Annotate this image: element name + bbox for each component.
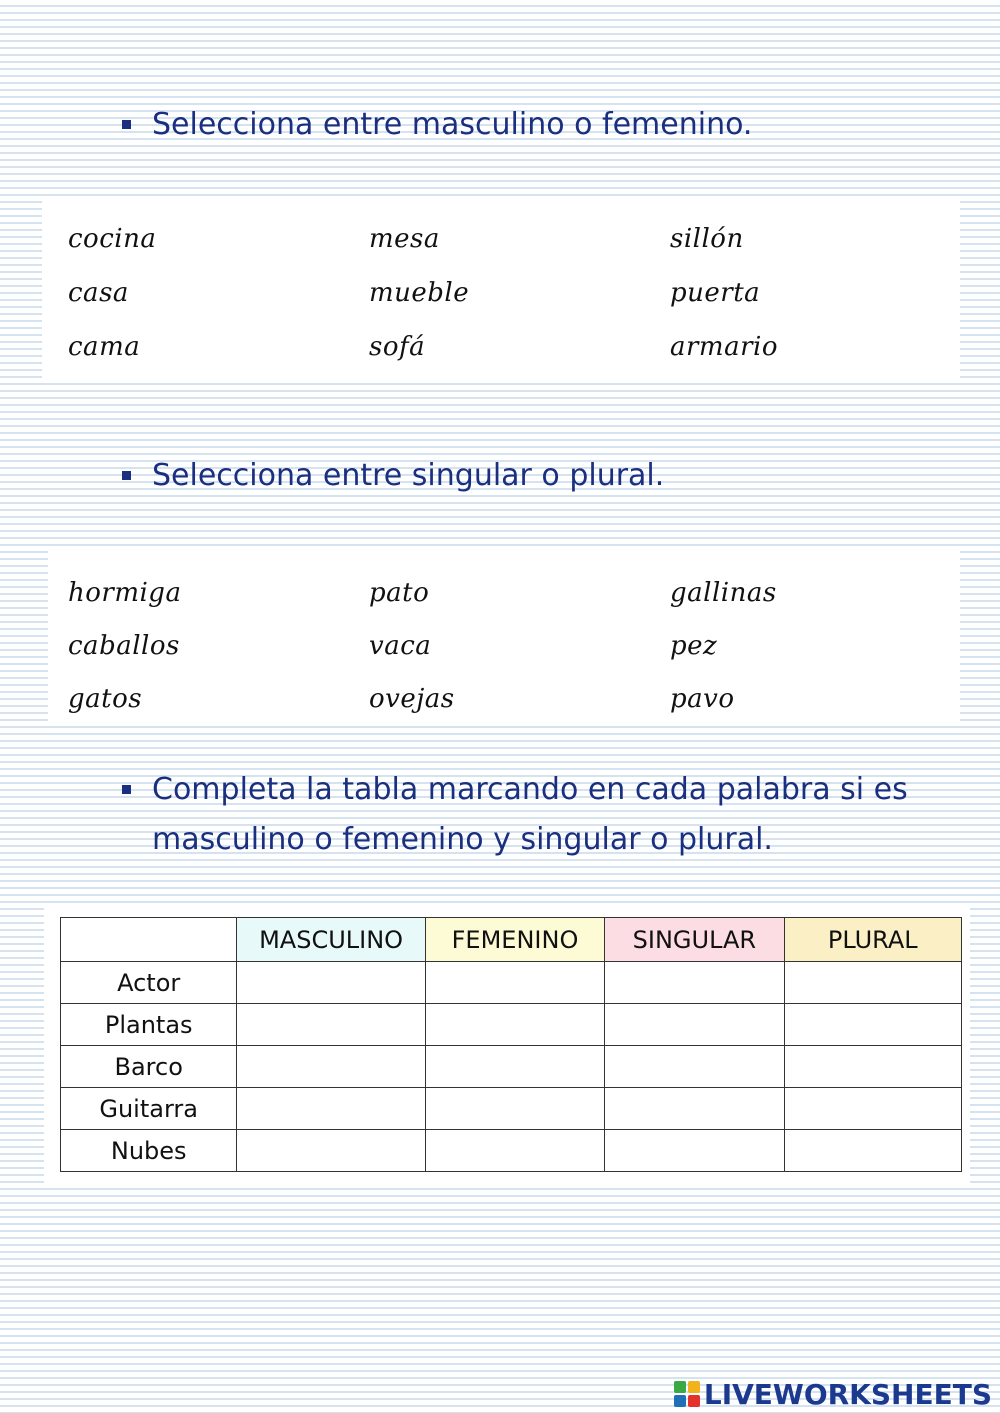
word-item[interactable]: cocina (68, 224, 157, 254)
answer-cell[interactable] (605, 1046, 784, 1088)
instruction-3 (122, 765, 908, 865)
answer-cell[interactable] (425, 962, 604, 1004)
table-header-row (61, 918, 962, 962)
logo-squares-icon (674, 1381, 700, 1407)
logo-text: LIVEWORKSHEETS (703, 1377, 992, 1411)
answer-cell[interactable] (425, 1130, 604, 1172)
answer-cell[interactable] (784, 1088, 961, 1130)
answer-cell[interactable] (784, 1130, 961, 1172)
bullet-icon (122, 120, 131, 129)
row-label: Guitarra (61, 1088, 237, 1130)
bullet-icon (122, 785, 131, 794)
table-corner-cell (61, 918, 237, 962)
header-singular: SINGULAR (605, 918, 784, 962)
answer-cell[interactable] (605, 1088, 784, 1130)
logo-square (688, 1395, 700, 1407)
word-item[interactable]: hormiga (68, 578, 182, 608)
logo-square (674, 1395, 686, 1407)
liveworksheets-logo (674, 1377, 992, 1411)
instruction-3-line2: masculino o femenino y singular o plural. (152, 822, 773, 857)
word-item[interactable]: pavo (670, 684, 735, 714)
word-item[interactable]: mesa (369, 224, 440, 254)
word-item[interactable]: cama (68, 332, 141, 362)
word-item[interactable]: gallinas (670, 578, 777, 608)
bullet-icon (122, 471, 131, 480)
table-row (61, 1088, 962, 1130)
instruction-2-text: Selecciona entre singular o plural. (152, 458, 665, 493)
row-label: Barco (61, 1046, 237, 1088)
answer-cell[interactable] (237, 1004, 425, 1046)
instruction-1 (122, 100, 752, 150)
word-item[interactable]: ovejas (369, 684, 455, 714)
table-row (61, 1004, 962, 1046)
answer-cell[interactable] (425, 1088, 604, 1130)
logo-square (688, 1381, 700, 1393)
answer-cell[interactable] (784, 962, 961, 1004)
word-item[interactable]: sofá (369, 332, 426, 362)
answer-cell[interactable] (784, 1046, 961, 1088)
instruction-2 (122, 451, 664, 501)
word-item[interactable]: sillón (670, 224, 744, 254)
instruction-3-line1: Completa la tabla marcando en cada palabra si es (152, 772, 908, 807)
word-box-2 (48, 548, 960, 722)
answer-cell[interactable] (425, 1046, 604, 1088)
answer-cell[interactable] (605, 1130, 784, 1172)
header-masculino: MASCULINO (237, 918, 425, 962)
table-row (61, 1130, 962, 1172)
row-label: Nubes (61, 1130, 237, 1172)
word-item[interactable]: caballos (68, 631, 180, 661)
word-item[interactable]: pato (369, 578, 430, 608)
table-row (61, 962, 962, 1004)
answer-cell[interactable] (237, 1046, 425, 1088)
header-plural: PLURAL (784, 918, 961, 962)
answer-cell[interactable] (605, 962, 784, 1004)
table-row (61, 1046, 962, 1088)
word-item[interactable]: pez (670, 631, 718, 661)
answer-cell[interactable] (605, 1004, 784, 1046)
word-item[interactable]: casa (68, 278, 129, 308)
row-label: Plantas (61, 1004, 237, 1046)
word-item[interactable]: gatos (68, 684, 143, 714)
header-femenino: FEMENINO (425, 918, 604, 962)
classification-table (60, 917, 962, 1172)
word-item[interactable]: armario (670, 332, 778, 362)
answer-cell[interactable] (784, 1004, 961, 1046)
word-item[interactable]: mueble (369, 278, 470, 308)
instruction-1-text: Selecciona entre masculino o femenino. (152, 107, 753, 142)
word-box-1 (42, 198, 960, 380)
answer-cell[interactable] (237, 962, 425, 1004)
word-item[interactable]: puerta (670, 278, 761, 308)
answer-cell[interactable] (237, 1088, 425, 1130)
word-item[interactable]: vaca (369, 631, 432, 661)
row-label: Actor (61, 962, 237, 1004)
answer-cell[interactable] (237, 1130, 425, 1172)
logo-square (674, 1381, 686, 1393)
answer-cell[interactable] (425, 1004, 604, 1046)
